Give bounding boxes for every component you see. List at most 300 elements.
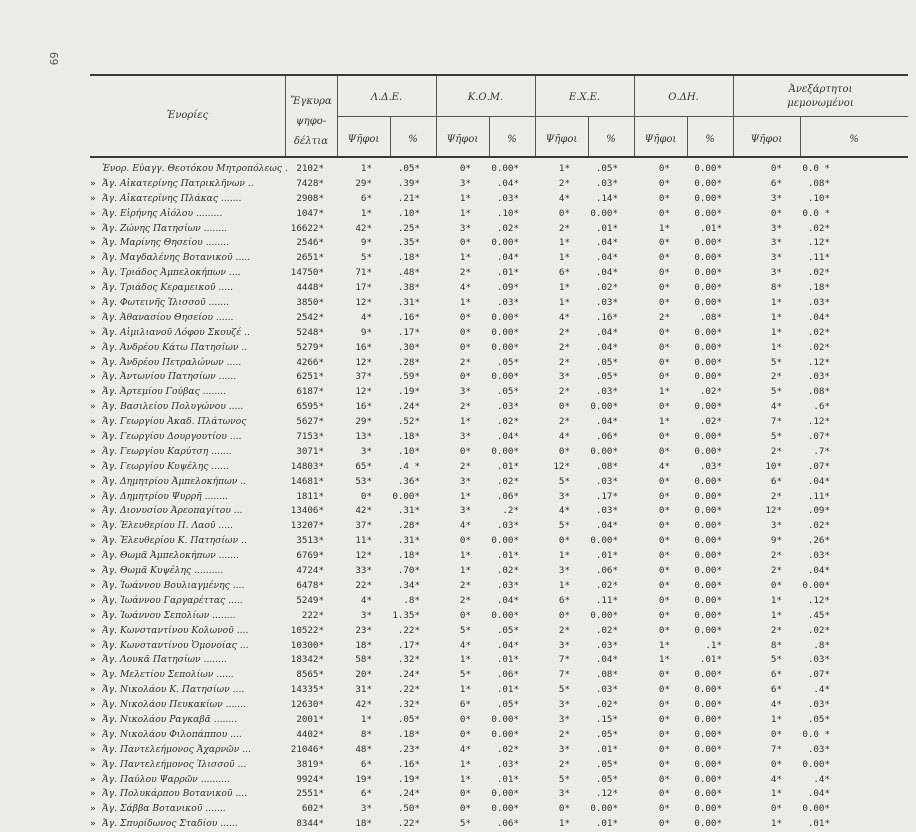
percent-cell: .02* [496,565,519,577]
votes-cell: 3* [360,803,372,815]
percent-cell: .05* [807,713,830,725]
percent-cell: .52* [397,416,420,428]
votes-cell: 4* [360,311,372,323]
row-ditto-mark: » [90,624,96,636]
header-egkyra-2: ψηφο- [295,116,327,127]
percent-cell: .09* [807,505,830,517]
valid-ballots-cell: 2651* [296,252,324,264]
percent-cell: .03* [496,520,519,532]
votes-cell: 0* [459,535,471,547]
row-ditto-mark: » [90,818,96,830]
percent-cell: .06* [595,565,618,577]
valid-ballots-cell: 4448* [296,282,324,294]
percent-cell: 0.00* [694,713,722,725]
votes-cell: 5* [459,818,471,830]
table-row [90,370,908,385]
header-egkyra-3: δέλτια [294,136,328,147]
percent-cell: .2* [502,505,519,517]
votes-cell: 5* [770,431,782,443]
percent-cell: .03* [496,297,519,309]
percent-cell: .31* [397,535,420,547]
parish-name: Ἁγ. Γεωργίου Καρύτση ....... [102,445,232,457]
valid-ballots-cell: 4266* [296,356,324,368]
percent-cell: 0.00* [590,609,618,621]
table-row [90,504,908,519]
percent-cell: .07* [807,460,830,472]
votes-cell: 5* [558,475,570,487]
table-row [90,639,908,654]
votes-cell: 5* [770,386,782,398]
parish-name: Ἁγ. Ἐλευθερίου Π. Λαοῦ ..... [102,520,233,532]
valid-ballots-cell: 222* [301,609,324,621]
percent-cell: .25* [397,222,420,234]
percent-cell: .04* [595,654,618,666]
votes-cell: 0* [459,326,471,338]
table-row [90,236,908,251]
table-row [90,222,908,237]
row-ditto-mark: » [90,311,96,323]
votes-cell: 12* [553,460,570,472]
percent-cell: .10* [496,207,519,219]
row-ditto-mark: » [90,654,96,666]
votes-cell: 1* [459,758,471,770]
percent-cell: .24* [397,788,420,800]
percent-cell: .59* [397,371,420,383]
votes-cell: 1* [360,713,372,725]
percent-cell: .04* [595,341,618,353]
table-row [90,192,908,207]
percent-cell: 0.00* [694,803,722,815]
parish-name: Ἁγ. Γεωργίου Κυψέλης ...... [102,460,229,472]
votes-cell: 48* [355,743,372,755]
votes-cell: 5* [558,773,570,785]
votes-cell: 5* [360,252,372,264]
votes-cell: 0* [770,207,782,219]
table-row [90,415,908,430]
votes-cell: 3* [459,386,471,398]
percent-cell: 0.00* [694,341,722,353]
row-ditto-mark: » [90,579,96,591]
percent-cell: .04* [595,416,618,428]
table-row [90,341,908,356]
votes-cell: 4* [558,311,570,323]
row-ditto-mark: » [90,758,96,770]
votes-cell: 0* [658,192,670,204]
votes-cell: 65* [355,460,372,472]
votes-cell: 0* [658,431,670,443]
valid-ballots-cell: 4402* [296,728,324,740]
percent-cell: .03* [496,758,519,770]
votes-cell: 9* [770,535,782,547]
table-row [90,683,908,698]
votes-cell: 1* [658,639,670,651]
votes-cell: 20* [355,669,372,681]
percent-cell: .04* [496,252,519,264]
table-row [90,594,908,609]
percent-cell: .04* [595,252,618,264]
percent-cell: .02* [496,475,519,487]
percent-cell: .03* [595,505,618,517]
parish-name: Ἁγ. Μαγδαλένης Βοτανικοῦ ..... [102,252,251,264]
votes-cell: 17* [355,282,372,294]
percent-cell: 0.00* [694,282,722,294]
percent-cell: .01* [595,222,618,234]
row-ditto-mark: » [90,728,96,740]
votes-cell: 0* [658,282,670,294]
valid-ballots-cell: 21046* [290,743,324,755]
valid-ballots-cell: 10300* [290,639,324,651]
percent-cell: .04* [807,311,830,323]
row-ditto-mark: » [90,773,96,785]
votes-cell: 0* [658,788,670,800]
percent-cell: .11* [807,252,830,264]
percent-cell: 0.00* [590,445,618,457]
votes-cell: 23* [355,624,372,636]
votes-cell: 0* [658,743,670,755]
votes-cell: 3* [770,192,782,204]
percent-cell: .12* [595,788,618,800]
votes-cell: 12* [355,356,372,368]
votes-cell: 0* [658,520,670,532]
votes-cell: 2* [459,594,471,606]
row-ditto-mark: » [90,460,96,472]
percent-cell: .04* [595,520,618,532]
table-row [90,743,908,758]
percent-cell: .6* [813,401,830,413]
votes-cell: 0* [558,207,570,219]
votes-cell: 42* [355,699,372,711]
percent-cell: .05* [397,163,420,174]
header-votes: Ψῆφοι [347,134,380,145]
percent-cell: .03* [699,460,722,472]
percent-cell: .08* [807,386,830,398]
votes-cell: 0* [360,490,372,502]
votes-cell: 1* [770,594,782,606]
row-ditto-mark: » [90,669,96,681]
percent-cell: 0.00* [694,788,722,800]
votes-cell: 0* [459,788,471,800]
row-ditto-mark: » [90,550,96,562]
percent-cell: .03* [807,699,830,711]
row-ditto-mark: » [90,297,96,309]
percent-cell: .11* [595,594,618,606]
row-ditto-mark: » [90,743,96,755]
percent-cell: .01* [496,550,519,562]
percent-cell: 0.00* [590,401,618,413]
percent-cell: .02* [699,386,722,398]
percent-cell: 0.00* [694,401,722,413]
row-ditto-mark: » [90,222,96,234]
votes-cell: 1* [459,252,471,264]
votes-cell: 12* [355,297,372,309]
valid-ballots-cell: 5248* [296,326,324,338]
votes-cell: 0* [658,252,670,264]
votes-cell: 0* [658,699,670,711]
votes-cell: 3* [360,445,372,457]
votes-cell: 1* [558,282,570,294]
parish-name: Ἁγ. Θωμᾶ Κυψέλης .......... [102,565,224,577]
parish-name: Ἁγ. Ἰωάννου Σεπολίων ........ [102,609,236,621]
votes-cell: 0* [770,728,782,740]
percent-cell: 0.00* [590,803,618,815]
valid-ballots-cell: 2551* [296,788,324,800]
votes-cell: 6* [770,684,782,696]
header-party-exe: Ε.Χ.Ε. [568,92,601,103]
percent-cell: .16* [397,758,420,770]
parish-name: Ἁγ. Κωνσταντίνου Κολωνοῦ .... [102,624,249,636]
votes-cell: 2* [770,550,782,562]
parish-name: Ἁγ. Βασιλείου Πολυγώνου ..... [102,401,244,413]
row-ditto-mark: » [90,505,96,517]
percent-cell: 0.00* [694,728,722,740]
votes-cell: 1* [459,684,471,696]
votes-cell: 0* [558,535,570,547]
valid-ballots-cell: 18342* [290,654,324,666]
table-row [90,251,908,266]
valid-ballots-cell: 2542* [296,311,324,323]
votes-cell: 1* [558,550,570,562]
percent-cell: 0.00* [694,609,722,621]
table-row [90,534,908,549]
votes-cell: 4* [459,520,471,532]
percent-cell: 0.00* [491,341,519,353]
parish-name: Ἁγ. Γεωργίου Δουργουτίου .... [102,431,242,443]
parish-name: Ἁγ. Γεωργίου Ἀκαδ. Πλάτωνος [102,416,247,428]
table-row [90,519,908,534]
table-row [90,177,908,192]
votes-cell: 1* [459,490,471,502]
votes-cell: 2* [558,728,570,740]
valid-ballots-cell: 5627* [296,416,324,428]
votes-cell: 0* [658,356,670,368]
percent-cell: .04* [807,475,830,487]
row-ditto-mark: » [90,535,96,547]
table-row [90,758,908,773]
valid-ballots-cell: 16622* [290,222,324,234]
percent-cell: .7* [813,445,830,457]
parish-name: Ἁγ. Κωνσταντίνου Ὁμονοίας ... [102,639,249,651]
votes-cell: 8* [360,728,372,740]
percent-cell: .21* [397,192,420,204]
valid-ballots-cell: 5249* [296,594,324,606]
row-ditto-mark: » [90,177,96,189]
percent-cell: .03* [807,550,830,562]
votes-cell: 0* [770,579,782,591]
percent-cell: .04* [807,565,830,577]
votes-cell: 42* [355,505,372,517]
percent-cell: 0.00* [491,326,519,338]
percent-cell: .02* [807,267,830,279]
header-subrule [337,116,908,117]
percent-cell: .05* [496,386,519,398]
votes-cell: 2* [459,579,471,591]
row-ditto-mark: » [90,594,96,606]
percent-cell: .02* [807,341,830,353]
parish-name: Ἁγ. Ζώνης Πατησίων ........ [102,222,228,234]
valid-ballots-cell: 1047* [296,207,324,219]
votes-cell: 2* [558,326,570,338]
header-pct: % [408,134,418,145]
percent-cell: 0.0 * [802,728,830,740]
votes-cell: 16* [355,341,372,353]
table-row [90,207,908,222]
percent-cell: 0.00* [491,728,519,740]
percent-cell: .05* [595,758,618,770]
row-ditto-mark: » [90,475,96,487]
percent-cell: 0.00* [491,609,519,621]
percent-cell: 0.00* [694,818,722,830]
votes-cell: 3* [558,565,570,577]
row-ditto-mark: » [90,341,96,353]
percent-cell: .28* [397,356,420,368]
percent-cell: .01* [699,222,722,234]
parish-name: Ἁγ. Θωμᾶ Ἀμπελοκήπων ....... [102,550,240,562]
percent-cell: 0.00* [491,803,519,815]
valid-ballots-cell: 2001* [296,713,324,725]
percent-cell: 0.0 * [802,163,830,174]
percent-cell: .12* [807,237,830,249]
votes-cell: 0* [459,341,471,353]
percent-cell: .01* [595,743,618,755]
percent-cell: .04* [496,177,519,189]
parish-name: Ἁγ. Αἰκατερίνης Πατρικλῆνων .. [102,177,254,189]
votes-cell: 3* [770,237,782,249]
percent-cell: 0.00* [694,177,722,189]
percent-cell: 0.00* [694,773,722,785]
votes-cell: 1* [770,818,782,830]
valid-ballots-cell: 1811* [296,490,324,502]
votes-cell: 53* [355,475,372,487]
valid-ballots-cell: 602* [301,803,324,815]
percent-cell: 0.00* [491,788,519,800]
table-row [90,549,908,564]
votes-cell: 0* [658,818,670,830]
percent-cell: .01* [496,460,519,472]
parish-name: Ἁγ. Παύλου Ψαρρῶν .......... [102,773,230,785]
votes-cell: 4* [770,773,782,785]
percent-cell: .39* [397,177,420,189]
parish-name: Ἁγ. Αἰμιλιανοῦ Λόφου Σκουζέ .. [102,326,250,338]
valid-ballots-cell: 8565* [296,669,324,681]
percent-cell: .03* [595,386,618,398]
percent-cell: .04* [595,237,618,249]
percent-cell: 0.00* [694,326,722,338]
percent-cell: .18* [397,431,420,443]
parish-name: Ἁγ. Ἰωάννου Βουλιαγμένης .... [102,579,245,591]
percent-cell: 0.00* [590,535,618,547]
row-ditto-mark: » [90,699,96,711]
votes-cell: 11* [355,535,372,547]
votes-cell: 5* [558,684,570,696]
votes-cell: 2* [658,311,670,323]
votes-cell: 0* [459,713,471,725]
valid-ballots-cell: 12630* [290,699,324,711]
percent-cell: .12* [807,416,830,428]
votes-cell: 1* [770,326,782,338]
votes-cell: 4* [459,639,471,651]
votes-cell: 3* [558,490,570,502]
parish-name: Ἁγ. Δημητρίου Ἀμπελοκήπων .. [102,475,247,487]
percent-cell: 0.0 * [802,207,830,219]
valid-ballots-cell: 2546* [296,237,324,249]
valid-ballots-cell: 14681* [290,475,324,487]
percent-cell: .70* [397,565,420,577]
percent-cell: .01* [496,654,519,666]
votes-cell: 0* [658,773,670,785]
votes-cell: 19* [355,773,372,785]
votes-cell: 0* [658,535,670,547]
votes-cell: 5* [459,669,471,681]
percent-cell: .02* [699,416,722,428]
results-table [90,74,908,830]
percent-cell: .18* [397,550,420,562]
parish-name: Ἁγ. Νικολάου Κ. Πατησίων .... [102,684,245,696]
votes-cell: 0* [558,803,570,815]
votes-cell: 2* [558,341,570,353]
percent-cell: 0.00* [694,237,722,249]
votes-cell: 3* [558,699,570,711]
votes-cell: 2* [459,460,471,472]
percent-cell: .4* [813,684,830,696]
table-row [90,787,908,802]
votes-cell: 0* [658,594,670,606]
votes-cell: 1* [770,297,782,309]
table-row [90,490,908,505]
percent-cell: 0.00* [694,431,722,443]
percent-cell: .26* [807,535,830,547]
percent-cell: 0.00* [694,252,722,264]
votes-cell: 5* [770,654,782,666]
votes-cell: 7* [558,654,570,666]
votes-cell: 0* [658,297,670,309]
votes-cell: 2* [459,267,471,279]
percent-cell: .01* [595,550,618,562]
votes-cell: 6* [770,177,782,189]
percent-cell: .03* [595,297,618,309]
valid-ballots-cell: 14750* [290,267,324,279]
votes-cell: 0* [658,758,670,770]
votes-cell: 0* [658,341,670,353]
parish-name: Ἁγ. Ἀνδρέου Πετραλώνων ..... [102,356,242,368]
votes-cell: 18* [355,639,372,651]
votes-cell: 1* [558,237,570,249]
votes-cell: 7* [770,416,782,428]
percent-cell: .02* [595,282,618,294]
votes-cell: 12* [355,550,372,562]
votes-cell: 1* [770,311,782,323]
votes-cell: 0* [770,163,782,174]
percent-cell: .04* [496,431,519,443]
votes-cell: 3* [558,743,570,755]
parish-name: Ἁγ. Εἰρήνης Αἰόλου ......... [102,207,223,219]
percent-cell: .23* [397,743,420,755]
votes-cell: 1* [459,565,471,577]
row-ditto-mark: » [90,416,96,428]
votes-cell: 13* [355,431,372,443]
votes-cell: 33* [355,565,372,577]
percent-cell: 0.00* [694,758,722,770]
votes-cell: 3* [459,222,471,234]
votes-cell: 6* [459,699,471,711]
percent-cell: 0.00* [590,207,618,219]
table-row [90,609,908,624]
percent-cell: .06* [496,818,519,830]
percent-cell: 0.00* [694,624,722,636]
percent-cell: .05* [496,356,519,368]
votes-cell: 1* [658,222,670,234]
votes-cell: 16* [355,401,372,413]
percent-cell: .08* [807,177,830,189]
